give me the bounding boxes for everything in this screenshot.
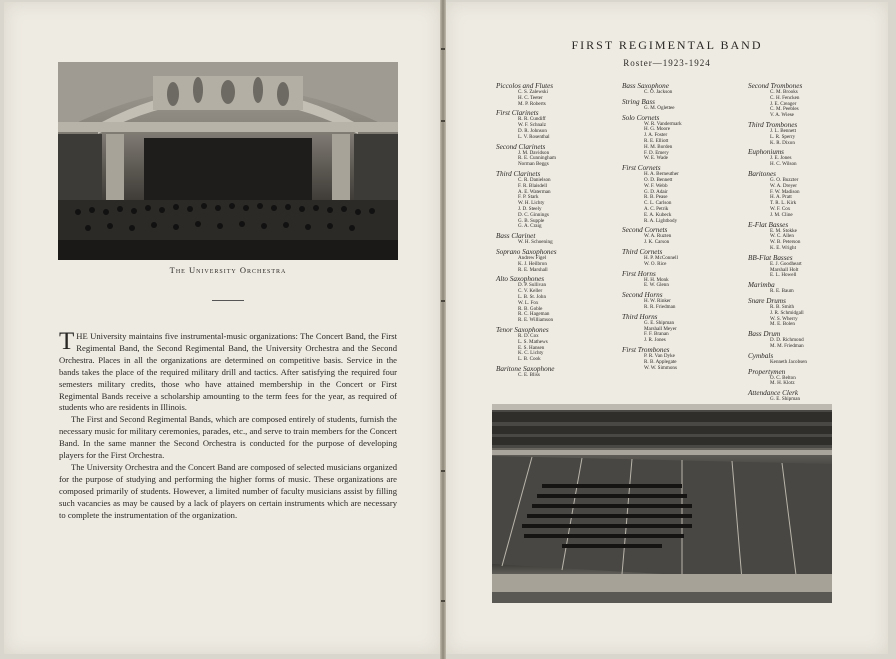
roster-section-heading: Third Horns — [622, 312, 658, 321]
paragraph-text: HE University maintains five instrumental-music organizations: The Concert Band, the First Regimental Band, the Second Regimental Band, the University Orchestra and the Second Orchestra. Places in all the organizations are determined on competitive basis. Service in the bands takes the place of the required military drill and tactics. After satisfying the required four semesters military credits, those who have attained membership in the Concert or First Regimental Bands receive a scholarship amounting to the term fees for the year, as required of students who are residents in Illinois. — [59, 331, 397, 413]
roster-member-name: Norman Beggs — [518, 161, 549, 168]
roster-section-heading: Propertymen — [748, 367, 786, 376]
roster-column-3 — [748, 80, 876, 403]
roster-member-name: W. F. Cox — [770, 205, 791, 212]
orchestra-photo — [58, 62, 398, 260]
roster-member-name: F. R. Blaisdell — [518, 182, 548, 189]
roster-section-heading: Second Cornets — [622, 226, 668, 235]
roster-section-heading: Solo Cornets — [622, 113, 660, 122]
roster-member-name: H. A. Berneuther — [644, 171, 679, 178]
paragraph: The University Orchestra and the Concert Band are composed of selected musicians organized for the purpose of studying and performing the higher forms of music. These organizations are composed primarily of students. However, a limited number of faculty musicians assist by filling such vacancies as may be caused by a lack of players on certain instruments which are necessary to complete the instrumentation of the organization. — [59, 461, 397, 520]
roster-member-name: R. R. Cundiff — [518, 116, 546, 123]
roster-member-name: L. B. St. John — [518, 293, 547, 300]
roster-column-1 — [496, 80, 624, 379]
roster-member-name: W. O. Rice — [644, 260, 667, 267]
body-text — [59, 328, 397, 522]
roster-member-name: L. V. Rosenthal — [518, 133, 550, 140]
roster-member-name: W. E. Wade — [644, 155, 668, 162]
roster-member-name: J. A. Foster — [644, 132, 668, 139]
roster-member-name: C. M. Peebles — [770, 106, 799, 113]
roster-section-heading: BB-Flat Basses — [748, 253, 793, 262]
roster-section-heading: Bass Saxophone — [622, 82, 669, 90]
roster-member-name: R. E. Williamson — [518, 317, 554, 324]
roster-section-heading: Bass Drum — [748, 330, 781, 339]
roster-member-name: Andrew Figel — [518, 254, 547, 261]
paragraph: The First and Second Regimental Bands, which are composed entirely of students, furnish the necessary music for military ceremonies, parades, etc., and serve to train members for the Concert Band. In the same manner the Second Orchestra is conducted for the purpose of developing players for the First Orchestra. — [59, 414, 397, 461]
roster-member-name: M. H. Klotz — [770, 380, 795, 387]
roster-section-heading: Second Trombones — [748, 82, 803, 90]
roster-member-name: J. R. Schmidgall — [770, 309, 804, 316]
roster-member-name: C. M. Brooks — [770, 89, 798, 95]
roster-member-name: G. E. Shipman — [770, 396, 800, 403]
roster-member-name: P. R. Van Dyke — [644, 352, 675, 359]
photo-caption: The University Orchestra — [169, 265, 287, 275]
roster-member-name: C. S. Zalewski — [518, 89, 548, 95]
roster-member-name: W. H. Lichty — [518, 200, 545, 207]
roster-member-name: G. E. Shipman — [644, 319, 674, 326]
roster-member-name: E. S. Hansen — [518, 344, 545, 351]
roster-member-name: H. A. Pratt — [770, 194, 792, 201]
roster-member-name: R. A. Lightbody — [644, 217, 678, 224]
roster-member-name: W. A. Ruzten — [644, 233, 672, 240]
roster-member-name: J. K. Carson — [644, 239, 670, 246]
roster-section-heading: Baritone Saxophone — [496, 364, 555, 373]
roster-member-name: R. E. Cunningham — [518, 155, 556, 162]
roster-section-heading: Second Clarinets — [496, 142, 546, 151]
page-subtitle: Roster—1923-1924 — [623, 58, 711, 68]
roster-member-name: C. H. Fencken — [770, 94, 800, 101]
roster-member-name: J. R. Jones — [644, 337, 666, 344]
roster-member-name: C. R. Danielson — [518, 176, 551, 183]
stitch-mark — [441, 120, 445, 122]
roster-member-name: R. B. Goble — [518, 305, 543, 312]
roster-section-heading: Marimba — [748, 281, 775, 290]
roster-section-heading: Third Clarinets — [496, 169, 541, 178]
roster-member-name: J. D. Steely — [518, 205, 542, 212]
roster-member-name: F. D. Emery — [644, 149, 669, 156]
paragraph — [59, 328, 397, 414]
roster-member-name: J. M. Davidson — [518, 149, 550, 156]
roster-member-name: T. R. L. Kirk — [770, 200, 797, 207]
roster-section-heading: First Horns — [622, 269, 656, 278]
roster-member-name: Marshall Holt — [770, 266, 799, 273]
roster-member-name: W. C. Allen — [770, 233, 794, 240]
roster-member-name: E. J. Goodheart — [770, 260, 802, 267]
roster-member-name: C. L. Carlson — [644, 200, 672, 207]
roster-column-2 — [622, 80, 750, 371]
roster-member-name: E. A. Kubeck — [644, 211, 672, 218]
roster-member-name: D. C. Ginnings — [518, 211, 549, 218]
roster-section-heading: Euphoniums — [748, 148, 784, 157]
roster-section-heading: Snare Drums — [748, 296, 786, 305]
roster-member-name: L. S. Mathews — [518, 338, 548, 345]
roster-section-heading: Soprano Saxophones — [496, 247, 557, 256]
roster-member-name: C. O. Jackson — [644, 89, 673, 95]
roster-section-heading: First Trombones — [622, 345, 670, 354]
roster-member-name: F. W. Madison — [770, 188, 800, 195]
roster-member-name: R. B. Applegate — [644, 358, 677, 365]
roster-member-name: G. O. Buzzter — [770, 176, 799, 183]
roster-member-name: W. A. Dreyer — [770, 182, 797, 189]
roster-member-name: K. R. Dixon — [770, 139, 795, 146]
roster-member-name: W. W. Simmons — [644, 364, 677, 371]
roster-member-name: W. L. Fox — [518, 299, 539, 306]
roster-member-name: D. D. Richmond — [770, 337, 804, 344]
roster-member-name: V. A. Wiese — [770, 112, 794, 119]
roster-section-heading: First Cornets — [622, 164, 661, 173]
roster-section-heading: Baritones — [748, 169, 776, 178]
roster-member-name: H. P. McConnell — [644, 254, 678, 261]
roster-member-name: H. W. Rinker — [644, 298, 671, 305]
roster-member-name: C. E. Bliss — [518, 371, 540, 378]
roster-member-name: D. P. Sullivan — [518, 282, 547, 289]
roster-member-name: R. R. Friedman — [644, 303, 676, 310]
roster-member-name: M. E. Bolen — [770, 321, 795, 328]
roster-member-name: K. C. Lichty — [518, 350, 544, 357]
roster-section-heading: String Bass — [622, 97, 655, 106]
roster-member-name: H. M. Borden — [644, 143, 673, 150]
roster-section-heading: Tenor Saxophones — [496, 325, 549, 334]
binding-gutter — [440, 0, 446, 659]
roster-member-name: A. E. Waterman — [518, 188, 551, 195]
roster-member-name: J. E. Jones — [770, 155, 792, 162]
roster-member-name: R. E. Baum — [770, 288, 794, 295]
roster-member-name: L. R. Sperry — [770, 133, 796, 140]
roster-section-heading: Cymbals — [748, 351, 774, 360]
roster-member-name: W. F. Webb — [644, 182, 668, 189]
roster-member-name: G. B. Supple — [518, 217, 545, 224]
stitch-mark — [441, 300, 445, 302]
stitch-mark — [441, 600, 445, 602]
roster-member-name: D. R. Johnson — [518, 127, 547, 134]
roster-member-name: M. M. Friedman — [770, 342, 804, 349]
roster-member-name: J. L. Bennett — [770, 127, 797, 134]
roster-section-heading: Bass Clarinet — [496, 232, 536, 241]
page-title: FIRST REGIMENTAL BAND — [571, 38, 763, 52]
roster-section-heading: Piccolos and Flutes — [496, 82, 554, 90]
roster-member-name: H. H. Monk — [644, 276, 669, 283]
roster-section-heading: First Clarinets — [496, 109, 539, 118]
roster-section-heading: Attendance Clerk — [748, 389, 799, 398]
roster-member-name: K. E. Wright — [770, 244, 797, 251]
roster-section-heading: E-Flat Basses — [748, 220, 789, 229]
roster-member-name: G. M. Oglettee — [644, 104, 675, 111]
roster-member-name: O. C. Belton — [770, 374, 796, 381]
roster-member-name: E. L. Howell — [770, 272, 797, 279]
roster-member-name: K. J. Heilbron — [518, 260, 547, 267]
roster-member-name: R. D. Cox — [518, 332, 539, 339]
roster-member-name: R. E. Marshall — [518, 266, 548, 273]
roster-member-name: C. V. Keller — [518, 288, 543, 295]
stitch-mark — [441, 48, 445, 50]
roster-section-heading: Alto Saxophones — [496, 275, 545, 284]
roster-member-name: W. B. Peterson — [770, 239, 801, 246]
roster-member-name: G. D. Adair — [644, 188, 668, 195]
roster-member-name: F. F. Branan — [644, 331, 669, 338]
roster-member-name: E. W. Glenn — [644, 282, 669, 289]
roster-member-name: J. M. Cline — [770, 211, 793, 218]
divider-rule — [212, 300, 244, 301]
band-on-field-photo — [492, 404, 832, 603]
roster-member-name: W. R. Vandermark — [644, 120, 682, 127]
roster-member-name: L. B. Cook — [518, 356, 541, 363]
drop-cap: T — [59, 328, 75, 355]
roster-member-name: R. C. Hageman — [518, 311, 550, 318]
roster-member-name: W. H. Schoening — [518, 239, 553, 246]
stitch-mark — [441, 470, 445, 472]
roster-member-name: H. G. Moore — [644, 126, 671, 133]
roster-member-name: A. C. Petrik — [644, 205, 669, 212]
roster-member-name: R. E. Elliott — [644, 137, 669, 144]
roster-member-name: Kenneth Jacobsen — [770, 358, 807, 365]
roster-member-name: R. B. Smith — [770, 303, 795, 310]
roster-member-name: M. P. Roberts — [518, 100, 546, 107]
roster-member-name: H. C. Wilson — [770, 161, 797, 168]
roster-section-heading: Third Cornets — [622, 247, 663, 256]
roster-member-name: H. C. Teeter — [518, 94, 543, 101]
roster-member-name: W. F. Schnalz — [518, 122, 546, 129]
roster-member-name: J. E. Creager — [770, 100, 797, 107]
roster-member-name: E. M. Stokke — [770, 227, 797, 234]
roster-section-heading: Third Trombones — [748, 120, 798, 129]
roster-member-name: F. P. Stark — [518, 194, 539, 201]
roster-member-name: G. A. Craig — [518, 223, 542, 230]
roster-member-name: Marshall Meyer — [644, 325, 677, 332]
roster-member-name: R. B. Pease — [644, 194, 668, 201]
roster-member-name: O. D. Bennett — [644, 176, 673, 183]
roster-member-name: W. S. Wherry — [770, 315, 798, 322]
roster-section-heading: Second Horns — [622, 291, 663, 300]
